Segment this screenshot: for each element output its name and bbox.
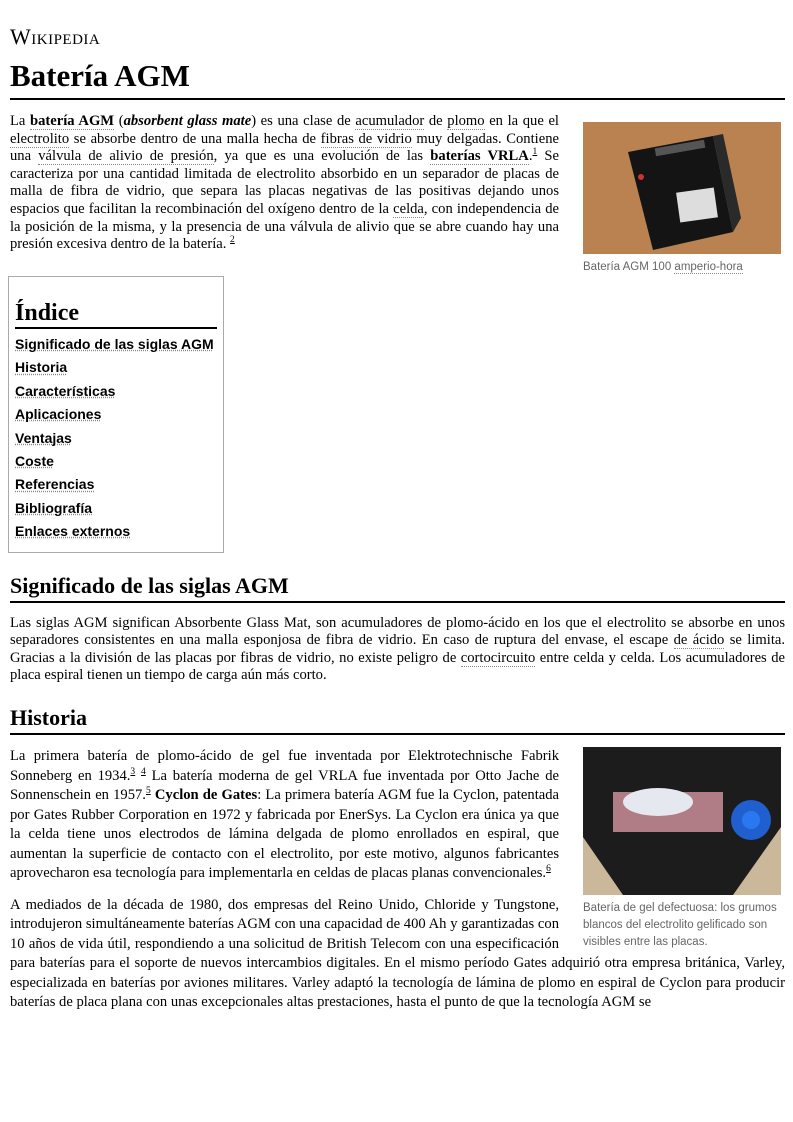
article-link[interactable]: batería AGM xyxy=(30,113,115,129)
toc-item[interactable]: Significado de las siglas AGM xyxy=(15,336,214,352)
figure-agm-battery xyxy=(583,122,781,276)
article-link[interactable]: electrolito xyxy=(10,130,70,147)
text-segment: ( xyxy=(114,113,124,129)
figure2-caption: Batería de gel defectuosa: los grumos blancos del electrolito gelificado son visibles entre las placas. xyxy=(583,902,777,949)
text-segment: Las siglas AGM significan Absorbente Glass Mat, son acumuladores de plomo-ácido en los que el electrolito se absorbe en unos separadores consistentes en una malla esponjosa de fibra de vidrio. En caso de ruptura del envase, el escape xyxy=(10,614,785,649)
historia-section xyxy=(10,747,785,1013)
article-link[interactable]: de ácido xyxy=(673,632,725,649)
article-link[interactable]: celda xyxy=(393,200,424,217)
historia-paragraph-3 xyxy=(10,975,785,1011)
intro-section xyxy=(10,113,785,273)
text-segment: en la que el xyxy=(484,113,559,129)
toc-item[interactable]: Referencias xyxy=(15,476,95,493)
table-of-contents xyxy=(8,276,224,553)
article-link[interactable]: baterías VRLA xyxy=(430,148,529,165)
text-segment: : La primera batería AGM fue la Cyclon, patentada por Gates Rubber Corporation en 1972 y fabricada por EnerSys. La Cyclon era única ya que la celda tiene unos electrodos de lámina delgada de plomo enrollados en espiral, que aumentan la superficie de contacto con el electrolito, por este motivo, algunos fabricantes aprovecharon esa tecnología para implementarla en celdas de placas planas convencionales. xyxy=(10,787,559,882)
amperio-hora-link[interactable]: amperio-hora xyxy=(674,261,743,273)
toc-item[interactable]: Características xyxy=(15,382,116,399)
text-segment: se absorbe dentro de una malla hecha de xyxy=(69,130,321,147)
text-segment: absorbent glass mate xyxy=(123,113,252,129)
article-link[interactable]: cortocircuito xyxy=(460,649,536,666)
siglas-paragraph xyxy=(10,615,785,685)
toc-item[interactable]: Enlaces externos xyxy=(15,523,131,540)
reference-link[interactable]: 4 xyxy=(141,766,146,777)
battery-image[interactable] xyxy=(583,122,781,254)
figure-gel-battery xyxy=(583,747,781,951)
wikipedia-logo[interactable]: Wikipedia xyxy=(10,24,101,49)
text-segment: , ya que es una evolución de las xyxy=(213,148,431,165)
text-segment: La batería moderna de gel VRLA fue inventada por Otto Jache de Sonnenschein en 1957. xyxy=(10,767,559,804)
text-segment: Cyclon de Gates xyxy=(154,787,258,804)
gel-battery-image[interactable] xyxy=(583,747,781,895)
text-segment: especializada en baterías por aviones militares. Varley adaptó la tecnología de lámina de plomo en espiral de Cyclon para producir baterías de placa plana con unas excepcionales altas prestaciones, hasta el punto de que la tecnología AGM se xyxy=(10,974,785,1011)
text-segment: entre celda y celda. Los acumuladores de placa espiral tienen un tiempo de carga aún más corto. xyxy=(10,649,785,684)
page-title: Batería AGM xyxy=(10,58,785,100)
toc-item[interactable]: Historia xyxy=(15,359,68,376)
text-segment: muy delgadas. Contiene una xyxy=(10,130,559,165)
text-segment: . xyxy=(528,148,533,165)
section-heading-siglas: Significado de las siglas AGM xyxy=(10,573,785,603)
text-segment: de xyxy=(424,113,448,129)
toc-title: Índice xyxy=(15,299,217,329)
text-segment: Se caracteriza por una cantidad limitada de electrolito absorbido en un separador de placas de malla de fibra de vidrio, que separa las placas negativas de las positivas dejando unos espacios que facilitan la recombinación del oxígeno dentro de la xyxy=(10,148,559,217)
text-segment: se limita. Gracias a la división de las placas por fibras de vidrio, no existe peligro de xyxy=(10,632,785,666)
reference-link[interactable]: 3 xyxy=(130,766,136,777)
text-segment: ) es una clase de xyxy=(251,113,356,129)
article-link[interactable]: válvula de alivio de presión xyxy=(38,148,214,165)
reference-link[interactable]: 6 xyxy=(546,864,551,875)
text-segment: La primera batería de plomo-ácido de gel fue inventada por Elektrotechnische Fabrik Sonneberg en 1934. xyxy=(10,748,559,784)
reference-link[interactable]: 1 xyxy=(532,147,538,158)
reference-link[interactable]: 2 xyxy=(230,235,235,246)
article-link[interactable]: fibras de vidrio xyxy=(320,130,412,147)
article-link[interactable]: plomo xyxy=(447,113,485,129)
reference-link[interactable]: 5 xyxy=(145,786,151,797)
toc-item[interactable]: Aplicaciones xyxy=(15,406,102,423)
article-link[interactable]: acumulador xyxy=(355,113,425,129)
toc-item[interactable]: Ventajas xyxy=(15,429,72,446)
toc-item[interactable]: Coste xyxy=(15,453,54,470)
text-segment: La xyxy=(10,113,31,129)
toc-item[interactable]: Bibliografía xyxy=(15,499,93,516)
figure1-caption: Batería AGM 100 xyxy=(583,261,675,273)
section-heading-historia: Historia xyxy=(10,705,785,735)
text-segment: , con independencia de la posición de la misma, y la presencia de una válvula de alivio que se abre cuando hay una presión excesiva dentro de la batería. xyxy=(10,200,560,253)
text-segment: A mediados de la década de 1980, dos empresas del Reino Unido, Chloride y Tungstone, introdujeron simultáneamente baterías AGM con una capacidad de 400 Ah y garantizadas con 10 años de vida útil, respondiendo a una solicitud de British Telecom con una especificación para baterías para el soporte de nuevos intercambios digitales. En el mismo período Gates adquirió otra empresa británica, Varley, xyxy=(10,896,785,972)
